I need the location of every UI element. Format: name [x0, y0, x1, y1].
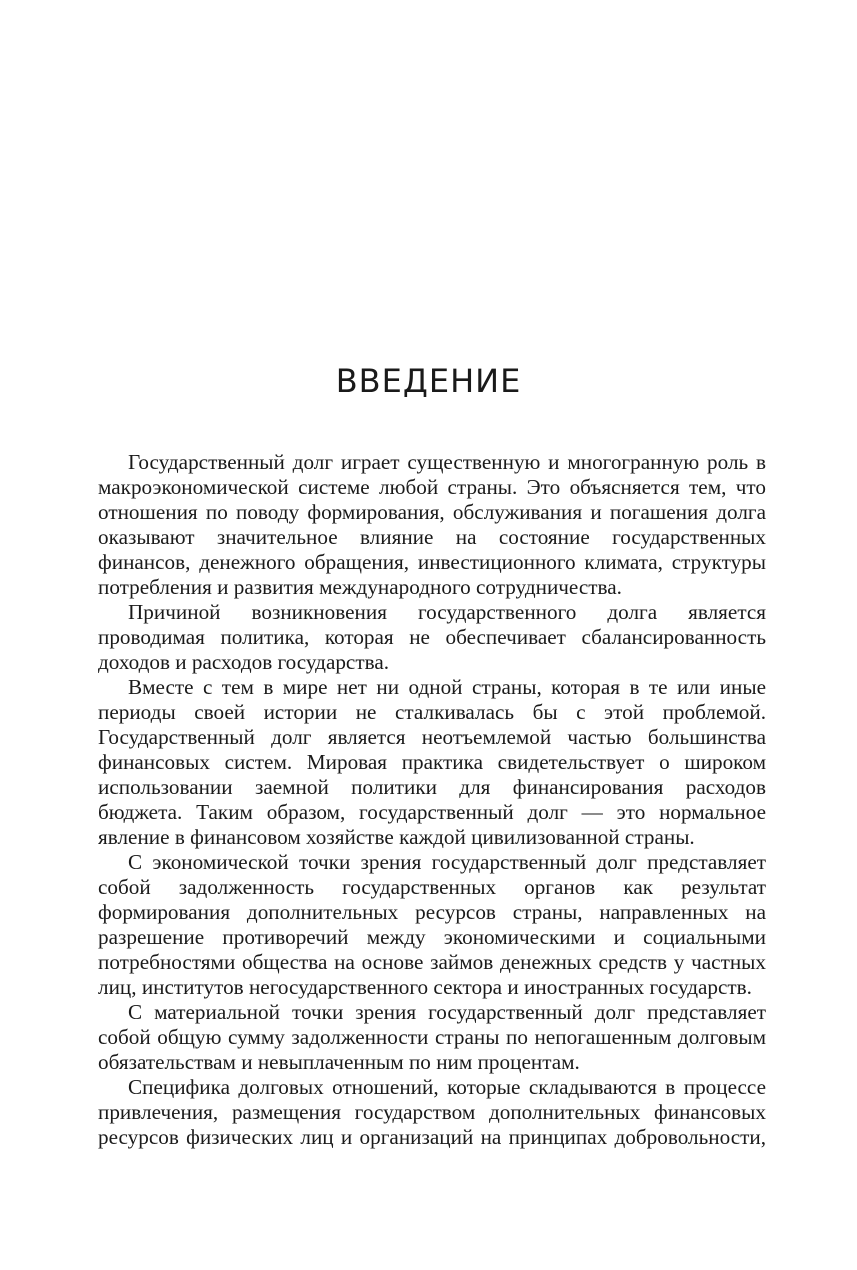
body-text	[98, 450, 766, 1150]
paragraph: Специфика долговых отношений, которые складываются в процессе привлечения, размещения государством дополнительных финансовых ресурсов физических лиц и организаций на принципах добровольности,	[98, 1075, 766, 1149]
paragraph: Причиной возникновения государственного долга является проводимая политика, которая не обеспечивает сбалансированность доходов и расходов государства.	[98, 600, 766, 674]
chapter-title: ВВЕДЕНИЕ	[335, 362, 522, 400]
paragraph: С экономической точки зрения государственный долг представляет собой задолженность государственных органов как результат формирования дополнительных ресурсов страны, направленных на разрешение противоречий между экономическими и социальными потребностями общества на основе займов денежных средств у частных лиц, институтов негосударственного сектора и иностранных государств.	[98, 850, 766, 999]
paragraph: Вместе с тем в мире нет ни одной страны, которая в те или иные периоды своей истории не сталкивалась бы с этой проблемой. Государственный долг является неотъемлемой частью большинства финансовых систем. Мировая практика свидетельствует о широком использовании заемной политики для финансирования расходов бюджета. Таким образом, государственный долг — это нормальное явление в финансовом хозяйстве каждой цивилизованной страны.	[98, 675, 766, 849]
paragraph: С материальной точки зрения государственный долг представляет собой общую сумму задолженности страны по непогашенным долговым обязательствам и невыплаченным по ним процентам.	[98, 1000, 766, 1074]
paragraph: Государственный долг играет существенную и многогранную роль в макроэкономической системе любой страны. Это объясняется тем, что отношения по поводу формирования, обслуживания и погашения долга оказывают значительное влияние на состояние государственных финансов, денежного обращения, инвестиционного климата, структуры потребления и развития международного сотрудничества.	[98, 450, 766, 599]
